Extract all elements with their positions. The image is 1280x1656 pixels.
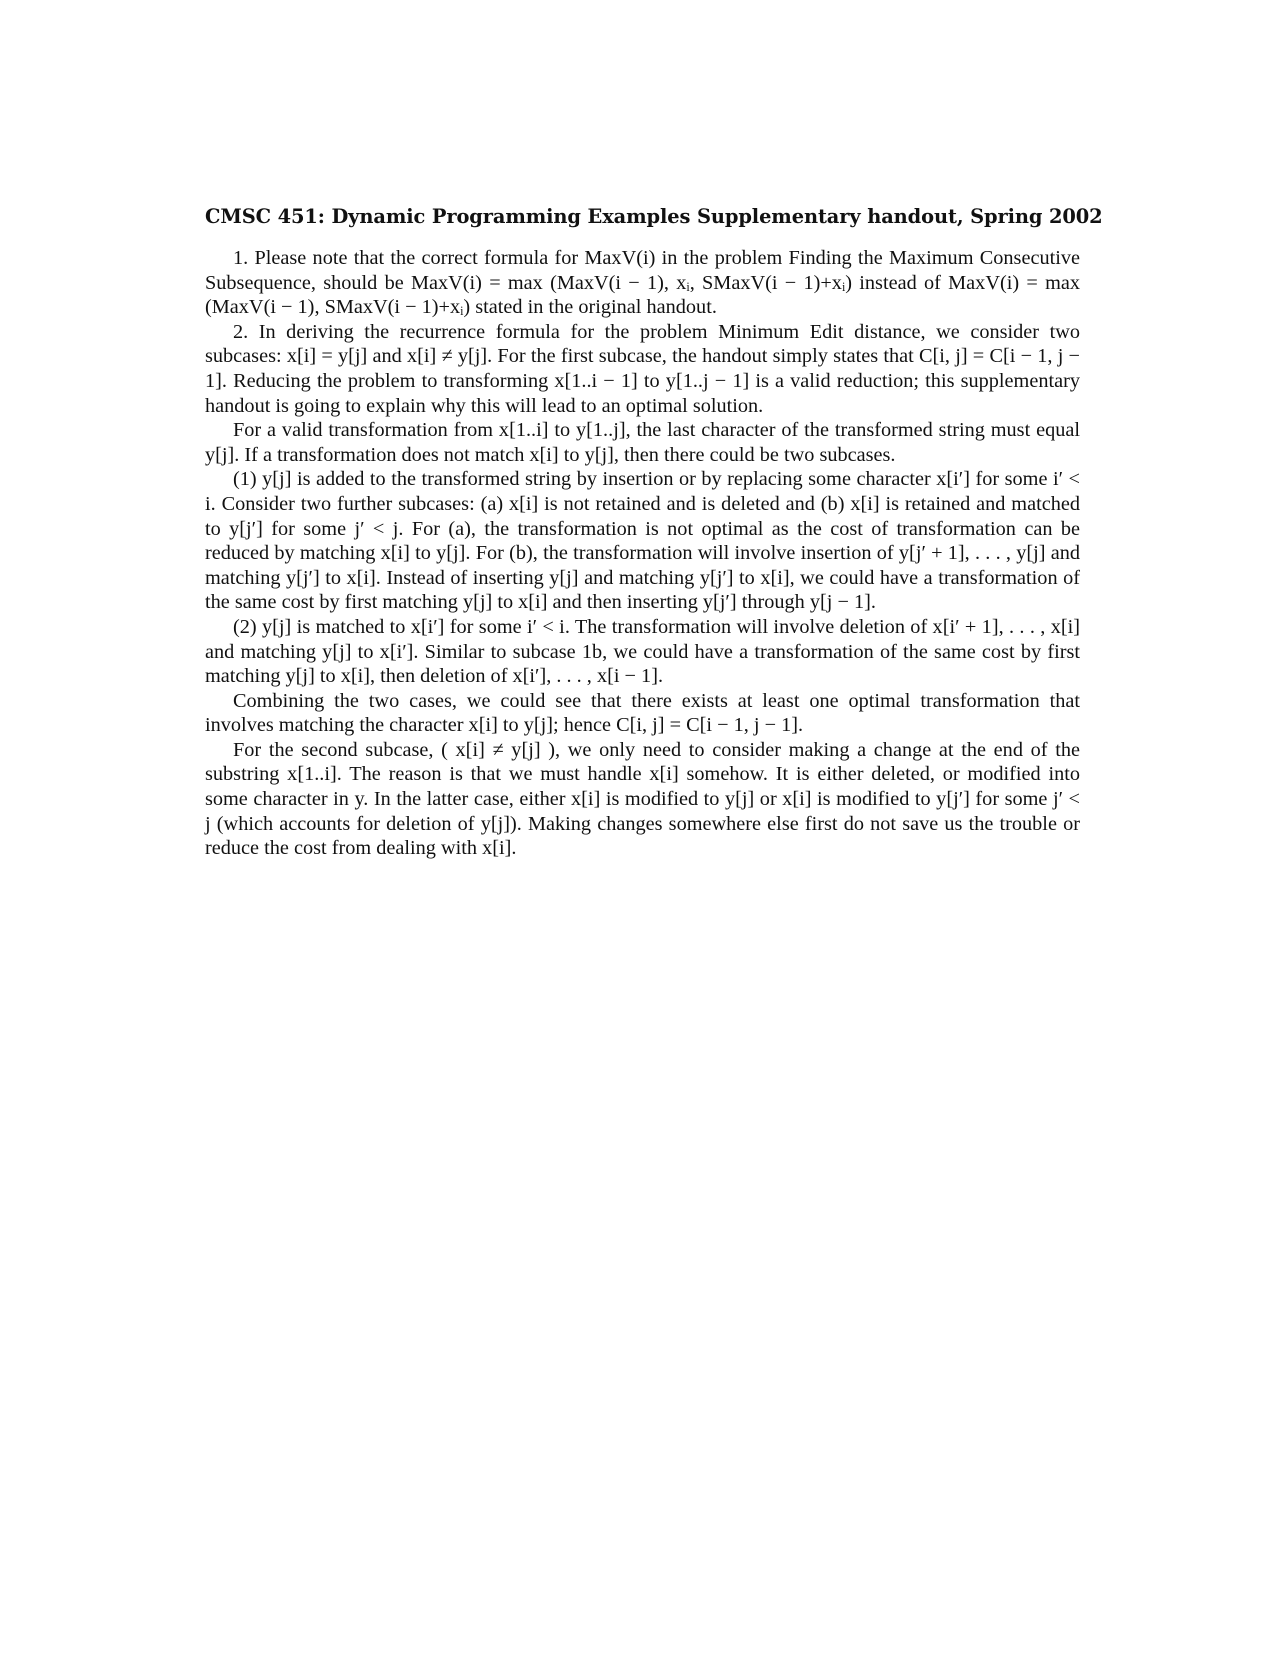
paragraph-subcase-1: (1) y[j] is added to the transformed string by insertion or by replacing some character x[i′] for some i′ < i. Consider two further subcases: (a) x[i] is not retained and is deleted and (b) x[i] is retained and matched to y[j′] for some j′ < j. For (a), the transformation is not optimal as the cost of transformation can be reduced by matching x[i] to y[j]. For (b), the transformation will involve insertion of y[j′ + 1], . . . , y[j] and matching y[j′] to x[i]. Instead of inserting y[j] and matching y[j′] to x[i], we could have a transformation of the same cost by first matching y[j] to x[i] and then inserting y[j′] through y[j − 1]. — [205, 468, 1080, 614]
paragraph-valid-transformation: For a valid transformation from x[1..i] to y[1..j], the last character of the transformed string must equal y[j]. If a transformation does not match x[i] to y[j], then there could be two subcases. — [205, 419, 1080, 466]
paragraph-maxv-correction: 1. Please note that the correct formula for MaxV(i) in the problem Finding the Maximum Consecutive Subsequence, should be MaxV(i) = max (MaxV(i − 1), xᵢ, SMaxV(i − 1)+xᵢ) instead of MaxV(i) = max (MaxV(i − 1), SMaxV(i − 1)+xᵢ) stated in the original handout. — [205, 247, 1080, 319]
paragraph-second-subcase: For the second subcase, ( x[i] ≠ y[j] ), we only need to consider making a change at the end of the substring x[1..i]. The reason is that we must handle x[i] somehow. It is either deleted, or modified into some character in y. In the latter case, either x[i] is modified to y[j] or x[i] is modified to y[j′] for some j′ < j (which accounts for deletion of y[j]). Making changes somewhere else first do not save us the trouble or reduce the cost from dealing with x[i]. — [205, 738, 1080, 860]
paragraph-edit-distance-intro: 2. In deriving the recurrence formula for the problem Minimum Edit distance, we consider two subcases: x[i] = y[j] and x[i] ≠ y[j]. For the first subcase, the handout simply states that C[i, j] = C[i − 1, j − 1]. Reducing the problem to transforming x[1..i − 1] to y[1..j − 1] is a valid reduction; this supplementary handout is going to explain why this will lead to an optimal solution. — [205, 320, 1080, 417]
page-title: CMSC 451: Dynamic Programming Examples Supplementary handout, Spring 2002 — [205, 205, 1103, 228]
paragraph-subcase-2: (2) y[j] is matched to x[i′] for some i′ < i. The transformation will involve deletion of x[i′ + 1], . . . , x[i] and matching y[j] to x[i′]. Similar to subcase 1b, we could have a transformation of the same cost by first matching y[j] to x[i], then deletion of x[i′], . . . , x[i − 1]. — [205, 615, 1080, 688]
paragraph-combining-cases: Combining the two cases, we could see that there exists at least one optimal transformation that involves matching the character x[i] to y[j]; hence C[i, j] = C[i − 1, j − 1]. — [205, 689, 1080, 737]
handout-page — [205, 205, 1103, 861]
